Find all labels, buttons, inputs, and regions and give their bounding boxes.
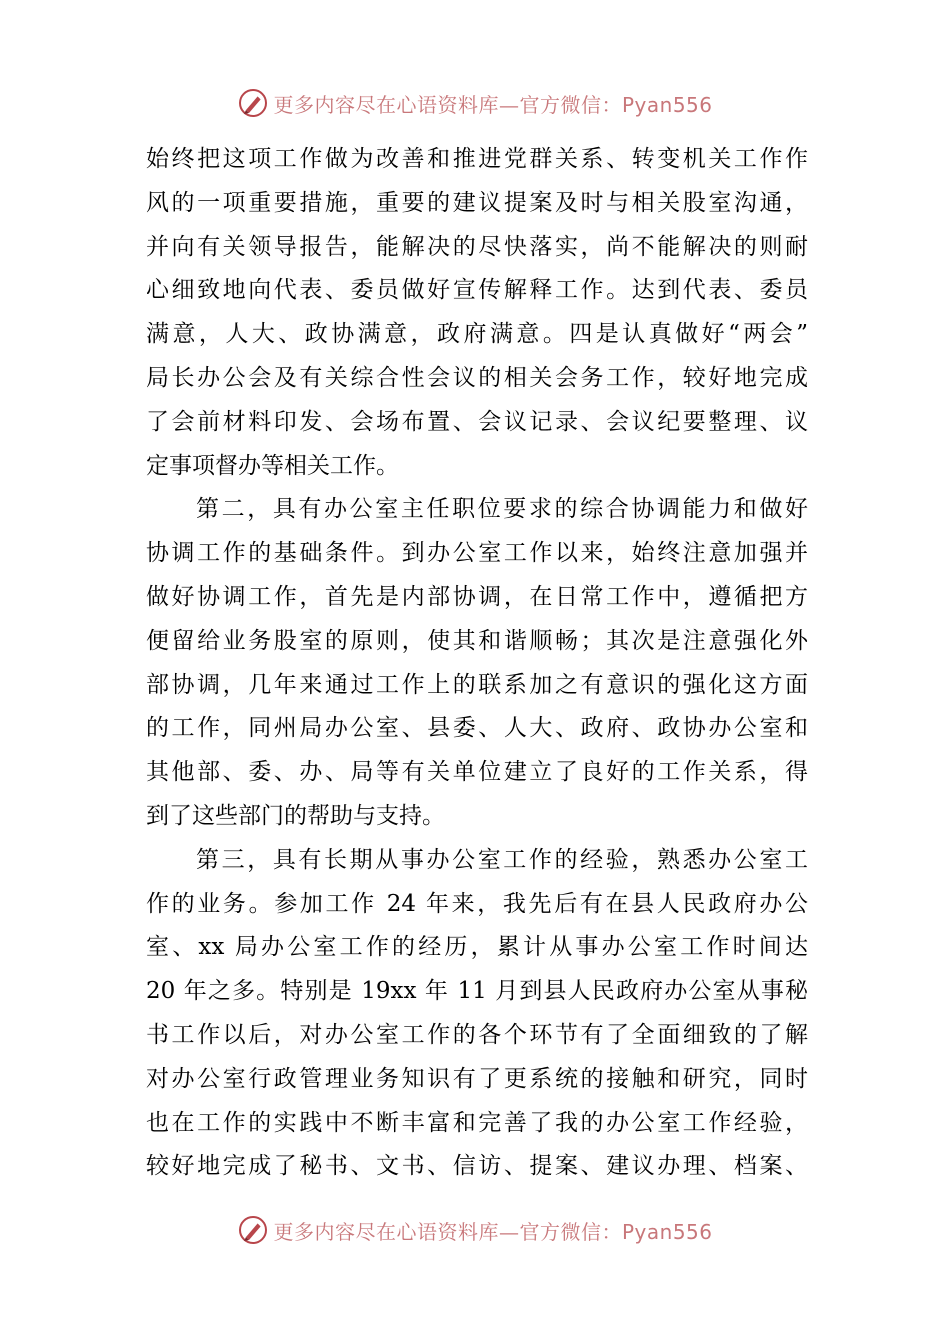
text-line: 部协调，几年来通过工作上的联系加之有意识的强化这方面	[146, 671, 808, 698]
text-line: 做好协调工作，首先是内部协调，在日常工作中，遵循把方	[146, 583, 808, 610]
text-line: 并向有关领导报告，能解决的尽快落实，尚不能解决的则耐	[146, 233, 808, 260]
paragraph-1	[146, 138, 808, 488]
text-line: 协调工作的基础条件。到办公室工作以来，始终注意加强并	[146, 540, 808, 567]
text-line: 了会前材料印发、会场布置、会议记录、会议纪要整理、议	[146, 408, 808, 435]
text-line: 到了这些部门的帮助与支持。	[146, 802, 445, 829]
document-body	[146, 138, 808, 1189]
text-line: 其他部、委、办、局等有关单位建立了良好的工作关系，得	[146, 759, 808, 786]
paragraph-2	[146, 488, 808, 838]
text-line: 第三，具有长期从事办公室工作的经验，熟悉办公室工	[196, 846, 808, 873]
watermark-handle: Pyan556	[621, 1219, 713, 1244]
pen-logo-icon	[237, 87, 269, 119]
text-line: 的工作，同州局办公室、县委、人大、政府、政协办公室和	[146, 715, 808, 742]
watermark-text: 更多内容尽在心语资料库—官方微信：Pyan556	[273, 92, 713, 117]
header-watermark	[0, 83, 950, 123]
text-line: 对办公室行政管理业务知识有了更系统的接触和研究，同时	[146, 1065, 808, 1092]
text-line: 作的业务。参加工作 24 年来，我先后有在县人民政府办公	[146, 890, 808, 917]
text-line: 满意，人大、政协满意，政府满意。四是认真做好“两会”	[146, 321, 808, 348]
text-line: 风的一项重要措施，重要的建议提案及时与相关股室沟通，	[146, 189, 808, 216]
text-line: 定事项督办等相关工作。	[146, 452, 399, 479]
text-line: 20 年之多。特别是 19xx 年 11 月到县人民政府办公室从事秘	[146, 978, 808, 1005]
watermark-handle: Pyan556	[621, 92, 713, 117]
text-line: 较好地完成了秘书、文书、信访、提案、建议办理、档案、	[146, 1153, 808, 1180]
text-line: 便留给业务股室的原则，使其和谐顺畅；其次是注意强化外	[146, 627, 808, 654]
text-line: 心细致地向代表、委员做好宣传解释工作。达到代表、委员	[146, 277, 808, 304]
watermark-text: 更多内容尽在心语资料库—官方微信：Pyan556	[273, 1219, 713, 1244]
text-line: 局长办公会及有关综合性会议的相关会务工作，较好地完成	[146, 364, 808, 391]
text-line: 始终把这项工作做为改善和推进党群关系、转变机关工作作	[146, 146, 808, 172]
paragraph-3	[146, 839, 808, 1189]
pen-logo-icon	[237, 1214, 269, 1246]
text-line: 也在工作的实践中不断丰富和完善了我的办公室工作经验，	[146, 1109, 808, 1136]
footer-watermark	[0, 1210, 950, 1250]
text-line: 室、xx 局办公室工作的经历，累计从事办公室工作时间达	[146, 934, 808, 961]
text-line: 第二，具有办公室主任职位要求的综合协调能力和做好	[196, 496, 808, 523]
text-line: 书工作以后，对办公室工作的各个环节有了全面细致的了解	[146, 1021, 808, 1048]
